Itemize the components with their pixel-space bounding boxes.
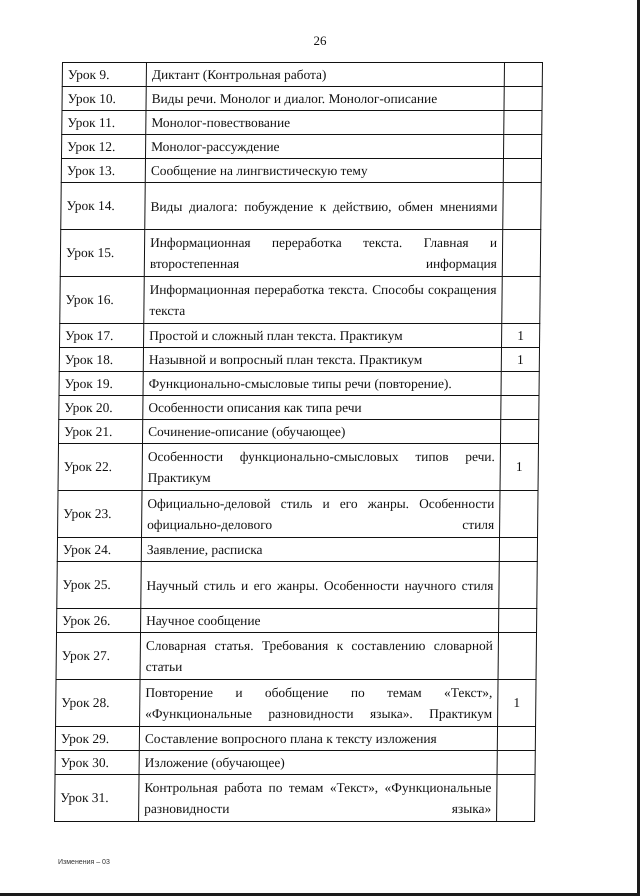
lesson-hours-cell [501,396,539,420]
lesson-topic-cell: Виды диалога: побуждение к действию, обмен мнениями [145,183,503,230]
lesson-hours-cell: 1 [501,348,539,372]
lesson-topic-cell: Функционально-смысловые типы речи (повторение). [143,372,501,396]
lesson-hours-cell [502,230,540,277]
lesson-number-cell: Урок 27. [56,633,140,680]
table-row [61,159,541,183]
lesson-number-cell: Урок 29. [55,727,139,751]
table-row [55,775,535,822]
table-row [60,277,540,324]
table-row [59,348,539,372]
lesson-hours-cell [503,183,541,230]
lesson-number-cell: Урок 11. [62,111,146,135]
lesson-topic-cell: Сообщение на лингвистическую тему [145,159,503,183]
table-row [56,680,536,727]
table-row [57,538,537,562]
lesson-hours-cell [502,277,540,324]
table-row [61,183,541,230]
footer-note: Изменения – 03 [58,859,110,866]
lesson-topic-cell: Монолог-рассуждение [145,135,503,159]
lesson-topic-cell: Заявление, расписка [141,538,499,562]
lesson-number-cell: Урок 10. [62,87,146,111]
lesson-number-cell: Урок 15. [60,230,144,277]
table-row [62,111,542,135]
lesson-topic-cell: Простой и сложный план текста. Практикум [144,324,502,348]
lesson-topic-cell: Научный стиль и его жанры. Особенности научного стиля [141,562,499,609]
lesson-hours-cell: 1 [500,444,538,491]
table-row [56,633,536,680]
lesson-hours-cell [503,135,541,159]
lesson-number-cell: Урок 13. [61,159,145,183]
lesson-topic-cell: Научное сообщение [141,609,499,633]
lesson-hours-cell [499,538,537,562]
lesson-number-cell: Урок 20. [59,396,143,420]
lesson-topic-cell: Официально-деловой стиль и его жанры. Особенности официально-делового стиля [142,491,500,538]
lesson-hours-cell [497,727,535,751]
table-row [58,491,538,538]
lesson-hours-cell [497,751,535,775]
lesson-topic-cell: Повторение и обобщение по темам «Текст», «Функциональные разновидности языка». Практикум [140,680,498,727]
lesson-hours-cell: 1 [502,324,540,348]
lesson-hours-cell [504,111,542,135]
lesson-topic-cell: Информационная переработка текста. Способы сокращения текста [144,277,502,324]
table-row [59,372,539,396]
lesson-topic-cell: Сочинение-описание (обучающее) [143,420,501,444]
table-row [61,135,541,159]
lesson-hours-cell [499,609,537,633]
table-row [55,751,535,775]
lesson-number-cell: Урок 21. [59,420,143,444]
table-row [59,420,539,444]
lesson-number-cell: Урок 9. [62,63,146,87]
table-row [58,444,538,491]
lesson-number-cell: Урок 23. [58,491,142,538]
table-row [60,230,540,277]
lesson-number-cell: Урок 17. [60,324,144,348]
lesson-topic-cell: Составление вопросного плана к тексту изложения [139,727,497,751]
table-row [62,63,542,87]
lesson-hours-cell [504,87,542,111]
lesson-topic-cell: Виды речи. Монолог и диалог. Монолог-описание [146,87,504,111]
lesson-number-cell: Урок 28. [56,680,140,727]
page-number: 26 [313,33,327,48]
lesson-number-cell: Урок 18. [59,348,143,372]
lesson-number-cell: Урок 25. [57,562,141,609]
table-row [60,324,540,348]
lesson-number-cell: Урок 14. [61,183,145,230]
lesson-topic-cell: Информационная переработка текста. Главная и второстепенная информация [144,230,502,277]
lesson-number-cell: Урок 26. [57,609,141,633]
lesson-topic-cell: Особенности описания как типа речи [143,396,501,420]
table-row [62,87,542,111]
lesson-hours-cell [500,491,538,538]
lesson-number-cell: Урок 30. [55,751,139,775]
lesson-topic-cell: Контрольная работа по темам «Текст», «Функциональные разновидности языка» [139,775,497,822]
lesson-hours-cell [504,63,542,87]
lesson-hours-cell [503,159,541,183]
lesson-topic-cell: Назывной и вопросный план текста. Практикум [143,348,501,372]
lesson-topic-cell: Изложение (обучающее) [139,751,497,775]
lesson-hours-cell [498,633,536,680]
lesson-topic-cell: Словарная статья. Требования к составлению словарной статьи [140,633,498,680]
lesson-hours-cell [501,420,539,444]
lesson-hours-cell [499,562,537,609]
lesson-hours-cell: 1 [498,680,536,727]
lesson-topic-cell: Монолог-повествование [146,111,504,135]
lesson-plan-table [54,62,543,822]
lesson-number-cell: Урок 31. [55,775,139,822]
lesson-hours-cell [497,775,535,822]
lesson-topic-cell: Диктант (Контрольная работа) [146,63,504,87]
lesson-rows [55,63,543,822]
lesson-number-cell: Урок 16. [60,277,144,324]
lesson-topic-cell: Особенности функционально-смысловых типов речи. Практикум [142,444,500,491]
table-row [59,396,539,420]
lesson-hours-cell [501,372,539,396]
lesson-number-cell: Урок 22. [58,444,142,491]
lesson-number-cell: Урок 19. [59,372,143,396]
table-row [55,727,535,751]
lesson-number-cell: Урок 24. [57,538,141,562]
table-row [57,609,537,633]
table-row [57,562,537,609]
lesson-number-cell: Урок 12. [61,135,145,159]
